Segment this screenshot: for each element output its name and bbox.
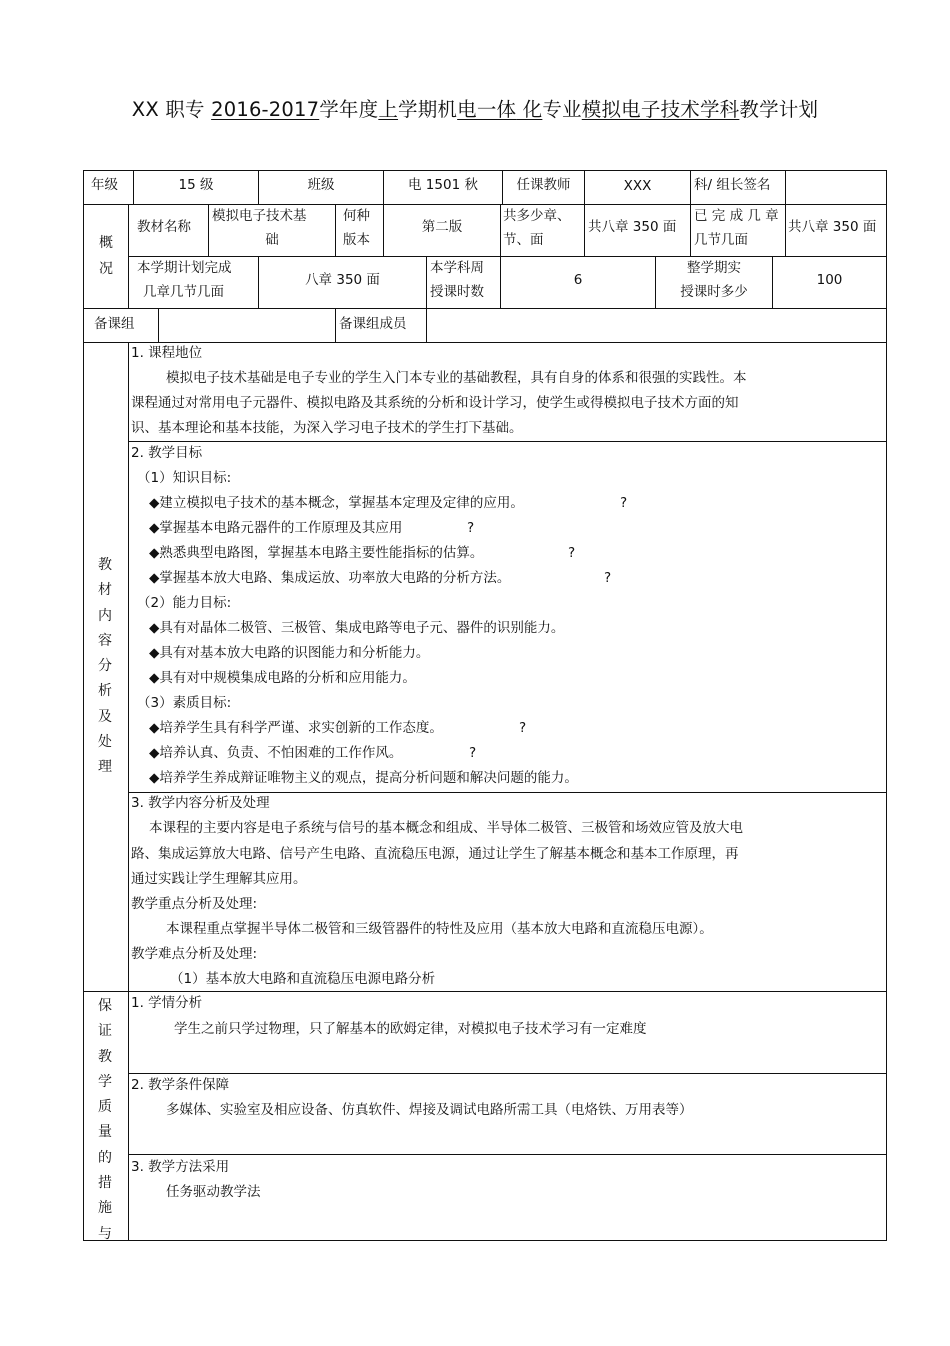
row-divider — [83, 204, 887, 205]
side-char: 内 — [98, 607, 112, 624]
total-label-line2: 节、面 — [503, 232, 544, 248]
key-points-heading: 教学重点分析及处理: — [131, 896, 258, 912]
methods-text: 任务驱动教学法 — [166, 1184, 261, 1200]
goal-item: ◆具有对基本放大电路的识图能力和分析能力。 — [149, 645, 430, 661]
course-position-line2: 课程通过对常用电子元器件、模拟电路及其系统的分析和设计学习，使学生或得模拟电子技术方面的知 — [131, 395, 739, 411]
grade-label: 年级 — [91, 177, 118, 193]
question-mark: ? — [604, 570, 612, 586]
textbook-value-line1: 模拟电子技术基 — [212, 208, 307, 224]
content-analysis-line2: 路、集成运算放大电路、信号产生电路、直流稳压电源，通过让学生了解基本概念和基本工作原理，再 — [131, 846, 739, 862]
goal-item: ◆掌握基本电路元器件的工作原理及其应用 — [149, 520, 403, 536]
difficulties-heading: 教学难点分析及处理: — [131, 946, 258, 962]
title-part: 学年度 — [319, 98, 379, 121]
title-part: 学期机 — [398, 98, 458, 121]
side-char: 处 — [98, 734, 112, 751]
goal-item: ◆培养认真、负责、不怕困难的工作作风。 — [149, 745, 403, 761]
side-char: 析 — [98, 683, 112, 700]
edition-label-line1: 何种 — [343, 208, 370, 224]
actual-value: 100 — [816, 272, 843, 288]
knowledge-goals-heading: （1）知识目标: — [137, 470, 232, 486]
col-divider — [335, 204, 336, 256]
side-char: 学 — [98, 1073, 112, 1090]
learner-analysis-heading: 1. 学情分析 — [131, 995, 203, 1011]
prep-group-label: 备课组 — [94, 316, 135, 332]
learner-analysis-text: 学生之前只学过物理，只了解基本的欧姆定律，对模拟电子技术学习有一定难度 — [174, 1021, 647, 1037]
row-divider — [83, 342, 887, 343]
plan-label-line1: 本学期计划完成 — [137, 260, 232, 276]
title-years: 2016-2017 — [211, 98, 320, 121]
goal-item: ◆具有对中规模集成电路的分析和应用能力。 — [149, 670, 416, 686]
side-char: 教 — [98, 1048, 112, 1065]
teacher-label: 任课教师 — [516, 177, 571, 193]
content-analysis-line1: 本课程的主要内容是电子系统与信号的基本概念和组成、半导体二极管、三极管和场效应管及放大电 — [149, 820, 743, 836]
class-label: 班级 — [307, 177, 335, 193]
course-position-heading: 1. 课程地位 — [131, 345, 203, 361]
title-part: 专业 — [542, 98, 582, 121]
side-char: 容 — [98, 632, 112, 649]
total-value: 共八章 350 面 — [588, 219, 677, 235]
title-major-a: 电一体 — [457, 98, 517, 121]
done-label-line1: 已 完 成 几 章 — [694, 208, 779, 224]
col-divider — [785, 170, 786, 204]
goal-item: ◆培养学生具有科学严谨、求实创新的工作态度。 — [149, 720, 443, 736]
document-title — [0, 94, 950, 122]
side-char: 量 — [98, 1124, 112, 1141]
actual-label-line2: 授课时多少 — [680, 284, 748, 300]
overview-label-text: 概况 — [99, 235, 113, 277]
total-label-line1: 共多少章、 — [503, 208, 571, 224]
difficulties-text: （1）基本放大电路和直流稳压电源电路分析 — [170, 971, 436, 987]
row-divider — [128, 792, 887, 793]
side-char: 分 — [98, 658, 112, 675]
content-analysis-line3: 通过实践让学生理解其应用。 — [131, 871, 307, 887]
row-divider — [128, 1073, 887, 1074]
quality-goals-heading: （3）素质目标: — [137, 695, 232, 711]
col-divider — [335, 308, 336, 342]
row-divider — [83, 991, 887, 992]
col-divider — [426, 308, 427, 342]
sign-label: 科/ 组长签名 — [694, 177, 771, 193]
title-subject: 模拟电子技术学科 — [581, 98, 740, 121]
side-char: 保 — [98, 998, 112, 1014]
teacher-value: XXX — [623, 178, 652, 194]
textbook-value-line2: 础 — [265, 232, 279, 248]
conditions-heading: 2. 教学条件保障 — [131, 1077, 230, 1093]
done-label-line2: 几节几面 — [694, 232, 748, 248]
course-position-line1: 模拟电子技术基础是电子专业的学生入门本专业的基础教程，具有自身的体系和很强的实践性。本 — [166, 370, 747, 386]
question-mark: ? — [519, 720, 527, 736]
measures-side-label — [85, 994, 125, 1247]
side-char: 施 — [98, 1200, 112, 1217]
side-char: 材 — [98, 582, 112, 599]
weekly-label-line1: 本学科周 — [430, 260, 484, 276]
course-position-line3: 识、基本理论和基本技能，为深入学习电子技术的学生打下基础。 — [131, 420, 523, 436]
side-char: 与 — [98, 1225, 112, 1242]
row-divider — [128, 256, 887, 257]
col-divider — [584, 204, 585, 256]
textbook-label: 教材名称 — [137, 219, 191, 235]
side-char: 及 — [98, 708, 112, 725]
key-points-text: 本课程重点掌握半导体二极管和三级管器件的特性及应用（基本放大电路和直流稳压电源）。 — [166, 921, 713, 937]
question-mark: ? — [467, 520, 475, 536]
content-analysis-heading: 3. 教学内容分析及处理 — [131, 795, 270, 811]
row-divider — [83, 308, 887, 309]
side-char: 理 — [98, 759, 112, 776]
col-divider — [500, 204, 501, 256]
question-mark: ? — [568, 545, 576, 561]
side-char: 教 — [98, 557, 112, 573]
grade-value: 15 级 — [178, 177, 214, 193]
row-divider — [128, 1154, 887, 1155]
methods-heading: 3. 教学方法采用 — [131, 1159, 230, 1175]
goal-item: ◆熟悉典型电路图，掌握基本电路主要性能指标的估算。 — [149, 545, 484, 561]
row-divider — [128, 441, 887, 442]
weekly-value: 6 — [573, 272, 583, 288]
plan-label-line2: 几章几节几面 — [143, 284, 224, 300]
side-char: 措 — [98, 1175, 112, 1192]
plan-value: 八章 350 面 — [305, 272, 380, 288]
overview-label — [86, 230, 126, 282]
class-value: 电 1501 秋 — [408, 177, 478, 193]
col-divider — [785, 204, 786, 256]
col-divider — [128, 342, 129, 1241]
weekly-label-line2: 授课时数 — [430, 284, 484, 300]
done-value: 共八章 350 面 — [788, 219, 877, 235]
ability-goals-heading: （2）能力目标: — [137, 595, 232, 611]
title-prefix: XX 职专 — [131, 98, 212, 121]
side-char: 的 — [98, 1149, 112, 1166]
goal-item: ◆掌握基本放大电路、集成运放、功率放大电路的分析方法。 — [149, 570, 511, 586]
prep-members-label: 备课组成员 — [339, 316, 407, 332]
question-mark: ? — [620, 495, 628, 511]
goal-item: ◆具有对晶体二极管、三极管、集成电路等电子元、器件的识别能力。 — [149, 620, 565, 636]
goal-item: ◆建立模拟电子技术的基本概念，掌握基本定理及定律的应用。 — [149, 495, 524, 511]
edition-label-line2: 版本 — [343, 232, 370, 248]
analysis-side-label — [85, 553, 125, 781]
actual-label-line1: 整学期实 — [687, 260, 741, 276]
goal-item: ◆培养学生养成辩证唯物主义的观点，提高分析问题和解决问题的能力。 — [149, 770, 578, 786]
col-divider — [690, 204, 691, 256]
side-char: 证 — [98, 1023, 112, 1040]
col-divider — [426, 256, 427, 308]
question-mark: ? — [469, 745, 477, 761]
edition-value: 第二版 — [421, 219, 463, 235]
col-divider — [690, 170, 691, 204]
title-semester: 上 — [378, 98, 399, 121]
conditions-text: 多媒体、实验室及相应设备、仿真软件、焊接及调试电路所需工具（电烙铁、万用表等） — [166, 1102, 693, 1118]
title-part: 教学计划 — [739, 98, 819, 121]
side-char: 质 — [98, 1099, 112, 1116]
col-divider — [158, 308, 159, 342]
title-major-b: 化 — [516, 98, 543, 121]
col-divider — [128, 204, 129, 308]
teaching-goals-heading: 2. 教学目标 — [131, 445, 203, 461]
